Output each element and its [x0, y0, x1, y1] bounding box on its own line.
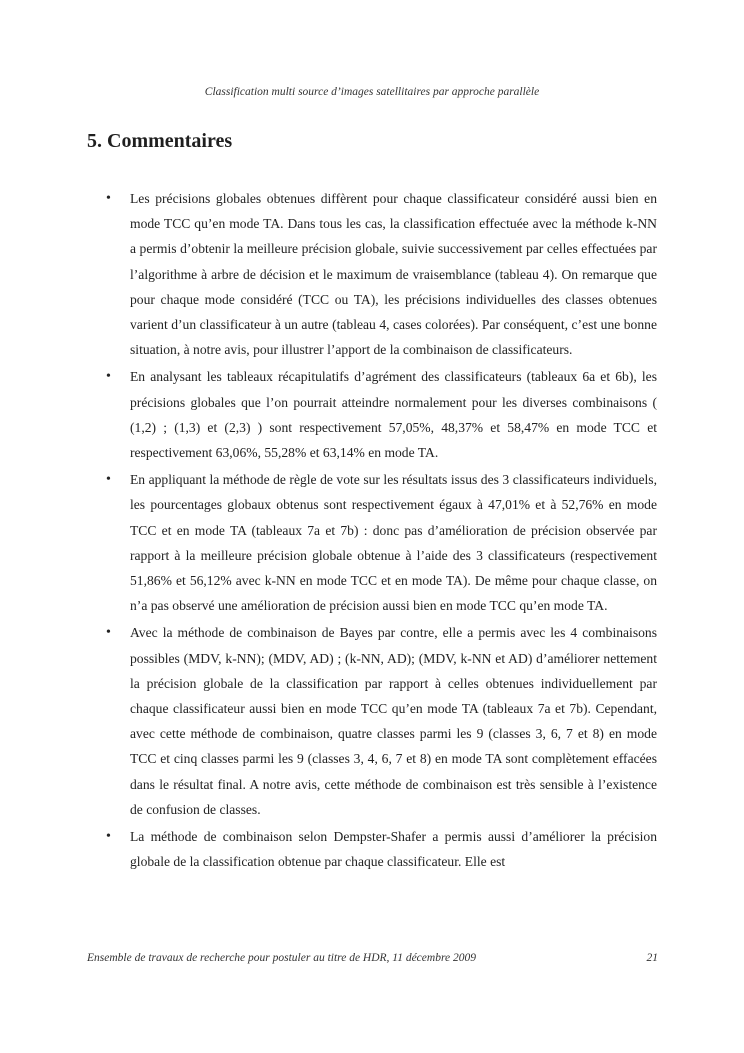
bullet-dot-icon: •	[106, 369, 111, 385]
bullet-item	[0, 364, 744, 465]
page-number: 21	[646, 952, 658, 964]
bullet-dot-icon: •	[106, 191, 111, 206]
section-title: 5. Commentaires	[87, 130, 233, 152]
bullet-item	[0, 620, 744, 822]
bullet-text: En analysant les tableaux récapitulatifs d’agrément des classificateurs (tableaux 6a et 6b), les précisions globales que l’on pourrait atteindre normalement pour les diverses combinaisons ( (1,2) ; (1,3) et (2,3) ) sont respectivement 57,05%, 48,37% et 58,47% en mode TCC et respectivement 63,06%, 55,28% et 63,14% en mode TA.	[130, 369, 657, 461]
running-footer	[87, 952, 658, 964]
bullet-dot-icon: •	[106, 472, 111, 488]
bullet-list	[0, 186, 744, 876]
bullet-text: Avec la méthode de combinaison de Bayes par contre, elle a permis avec les 4 combinaisons possibles (MDV, k-NN); (MDV, AD) ; (k-NN, AD); (MDV, k-NN et AD) d’améliorer nettement la précision globale de la classification par rapport à celles obtenues individuellement par chaque classificateur aussi bien en mode TCC qu’en mode TA (tableaux 7a et 7b). Cependant, avec cette méthode de combinaison, quatre classes parmi les 9 (classes 3, 6, 7 et 8) en mode TCC et cinq classes parmi les 9 (classes 3, 4, 6, 7 et 8) en mode TA sont complètement effacées dans le résultat final. A notre avis, cette méthode de combinaison est très sensible à l’existence de confusion de classes.	[130, 625, 657, 817]
bullet-item	[0, 467, 744, 618]
footer-text: Ensemble de travaux de recherche pour postuler au titre de HDR, 11 décembre 2009	[87, 952, 476, 964]
running-header: Classification multi source d’images satellitaires par approche parallèle	[204, 86, 540, 98]
bullet-item	[0, 824, 744, 874]
bullet-dot-icon: •	[106, 829, 111, 845]
bullet-item	[0, 186, 744, 362]
bullet-text: Les précisions globales obtenues diffèrent pour chaque classificateur considéré aussi bien en mode TCC qu’en mode TA. Dans tous les cas, la classification effectuée avec la méthode k-NN a permis d’obtenir la meilleure précision globale, suivie successivement par celles effectuées par l’algorithme à arbre de décision et le maximum de vraisemblance (tableau 4). On remarque que pour chaque mode considéré (TCC ou TA), les précisions individuelles des classes obtenues varient d’un classificateur à un autre (tableau 4, cases colorées). Par conséquent, c’est une bonne situation, à notre avis, pour illustrer l’apport de la combinaison de classificateurs.	[130, 191, 657, 358]
bullet-text: En appliquant la méthode de règle de vote sur les résultats issus des 3 classificateurs individuels, les pourcentages globaux obtenus sont respectivement égaux à 47,01% et à 52,76% en mode TCC et en mode TA (tableaux 7a et 7b) : donc pas d’amélioration de précision observée par rapport à la meilleure précision globale obtenue à l’aide des 3 classificateurs (respectivement 51,86% et 56,12% avec k-NN en mode TCC et en mode TA). De même pour chaque classe, on n’a pas observé une amélioration de précision aussi bien en mode TCC qu’en mode TA.	[130, 472, 657, 614]
bullet-text: La méthode de combinaison selon Dempster-Shafer a permis aussi d’améliorer la précision globale de la classification obtenue par chaque classificateur. Elle est	[130, 829, 657, 870]
bullet-dot-icon: •	[106, 625, 111, 641]
